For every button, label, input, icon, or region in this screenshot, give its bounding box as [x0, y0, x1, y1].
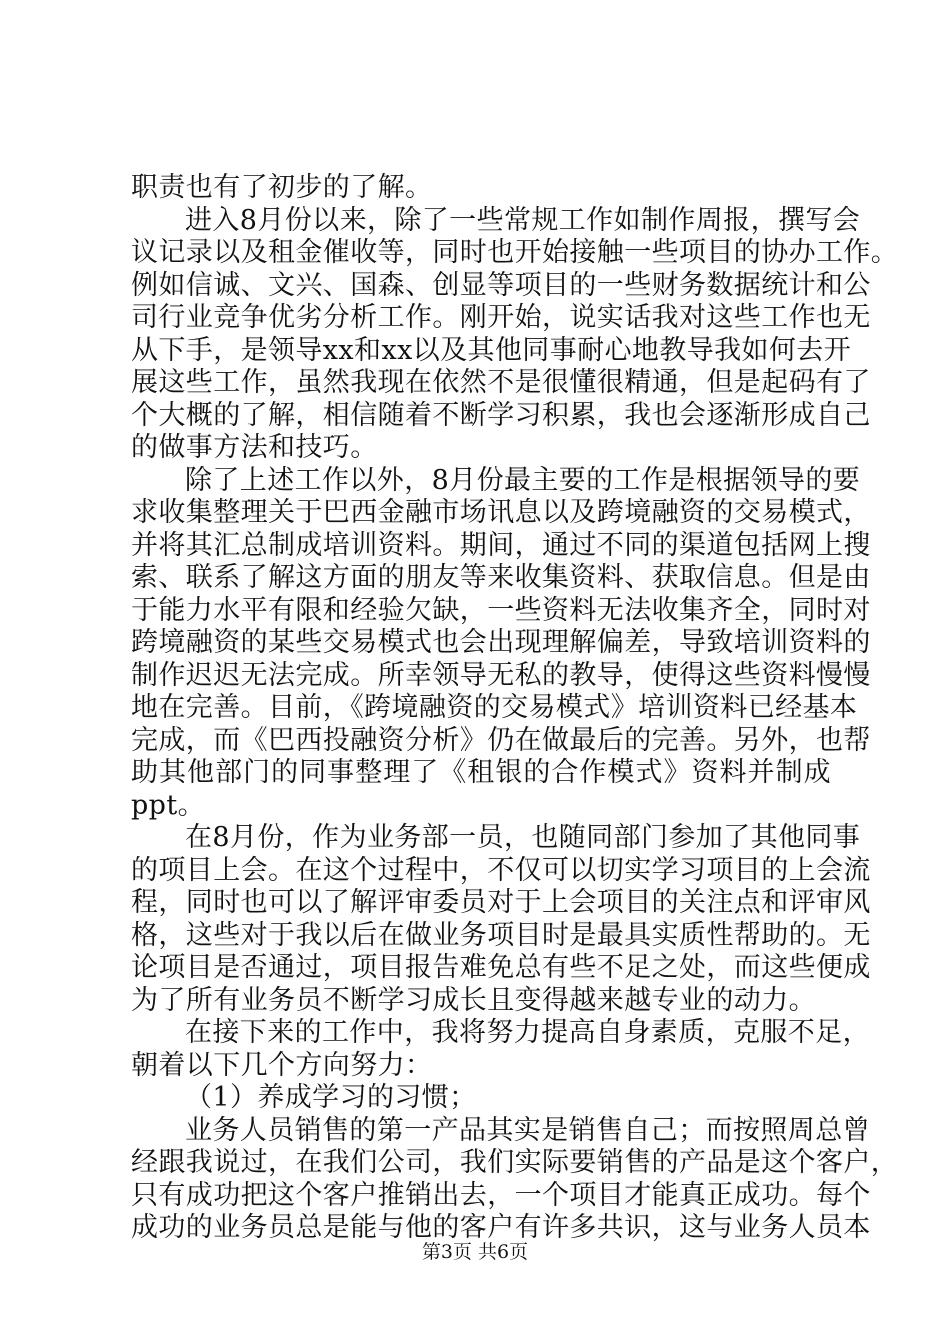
text-line: 职责也有了初步的了解。 — [131, 172, 433, 203]
text-line: 的做事方法和技巧。 — [131, 432, 378, 463]
text-line: 为了所有业务员不断学习成长且变得越来越专业的动力。 — [131, 984, 816, 1016]
text-line: 从下手，是领导xx和xx以及其他同事耐心地教导我如何去开 — [131, 334, 852, 366]
text-line: ppt。 — [131, 789, 206, 821]
paragraph-start-line: 进入8月份以来，除了一些常规工作如制作周报，撰写会 — [185, 204, 861, 236]
text-line: 并将其汇总制成培训资料。期间，通过不同的渠道包括网上搜 — [131, 529, 871, 561]
paragraph-start-line: 除了上述工作以外，8月份最主要的工作是根据领导的要 — [185, 464, 861, 496]
text-line: 朝着以下几个方向努力： — [131, 1049, 433, 1081]
text-line: 的项目上会。在这个过程中，不仅可以切实学习项目的上会流 — [131, 854, 871, 886]
text-line: 助其他部门的同事整理了《租银的合作模式》资料并制成 — [131, 757, 831, 788]
page-total: 共6页 — [478, 1241, 529, 1263]
document-body — [131, 172, 899, 1245]
paragraph-start-line: 业务人员销售的第一产品其实是销售自己；而按照周总曾 — [185, 1114, 870, 1146]
text-line: 论项目是否通过，项目报告难免总有些不足之处，而这些便成 — [131, 952, 871, 983]
text-line: 经跟我说过，在我们公司，我们实际要销售的产品是这个客户， — [131, 1147, 899, 1178]
text-line: 例如信诚、文兴、国森、创显等项目的一些财务数据统计和公 — [131, 269, 871, 301]
text-line: 完成，而《巴西投融资分析》仍在做最后的完善。另外，也帮 — [131, 724, 871, 756]
list-item-heading: （1）养成学习的习惯； — [185, 1082, 477, 1113]
text-line: 跨境融资的某些交易模式也会出现理解偏差，导致培训资料的 — [131, 627, 871, 658]
text-line: 只有成功把这个客户推销出去，一个项目才能真正成功。每个 — [131, 1179, 871, 1211]
text-line: 展这些工作，虽然我现在依然不是很懂很精通，但是起码有了 — [131, 367, 871, 398]
text-line: 议记录以及租金催收等，同时也开始接触一些项目的协办工作。 — [131, 237, 899, 268]
paragraph-start-line: 在8月份，作为业务部一员，也随同部门参加了其他同事 — [185, 822, 861, 853]
paragraph-start-line: 在接下来的工作中，我将努力提高自身素质，克服不足， — [185, 1017, 870, 1048]
text-line: 格，这些对于我以后在做业务项目时是最具实质性帮助的。无 — [131, 919, 871, 951]
text-line: 司行业竞争优劣分析工作。刚开始，说实话我对这些工作也无 — [131, 302, 871, 333]
text-line: 地在完善。目前，《跨境融资的交易模式》培训资料已经基本 — [131, 692, 858, 723]
text-line: 程，同时也可以了解评审委员对于上会项目的关注点和评审风 — [131, 887, 871, 918]
text-line: 于能力水平有限和经验欠缺，一些资料无法收集齐全，同时对 — [131, 594, 871, 626]
text-line: 制作迟迟无法完成。所幸领导无私的教导，使得这些资料慢慢 — [131, 659, 871, 691]
text-line: 个大概的了解，相信随着不断学习积累，我也会逐渐形成自己 — [131, 399, 871, 431]
text-line: 索、联系了解这方面的朋友等来收集资料、获取信息。但是由 — [131, 562, 871, 593]
page-number: 第3页 — [421, 1241, 472, 1263]
text-line: 求收集整理关于巴西金融市场讯息以及跨境融资的交易模式， — [131, 497, 871, 528]
page-footer — [0, 1240, 950, 1264]
text-line: 成功的业务员总是能与他的客户有许多共识，这与业务人员本 — [131, 1212, 871, 1243]
